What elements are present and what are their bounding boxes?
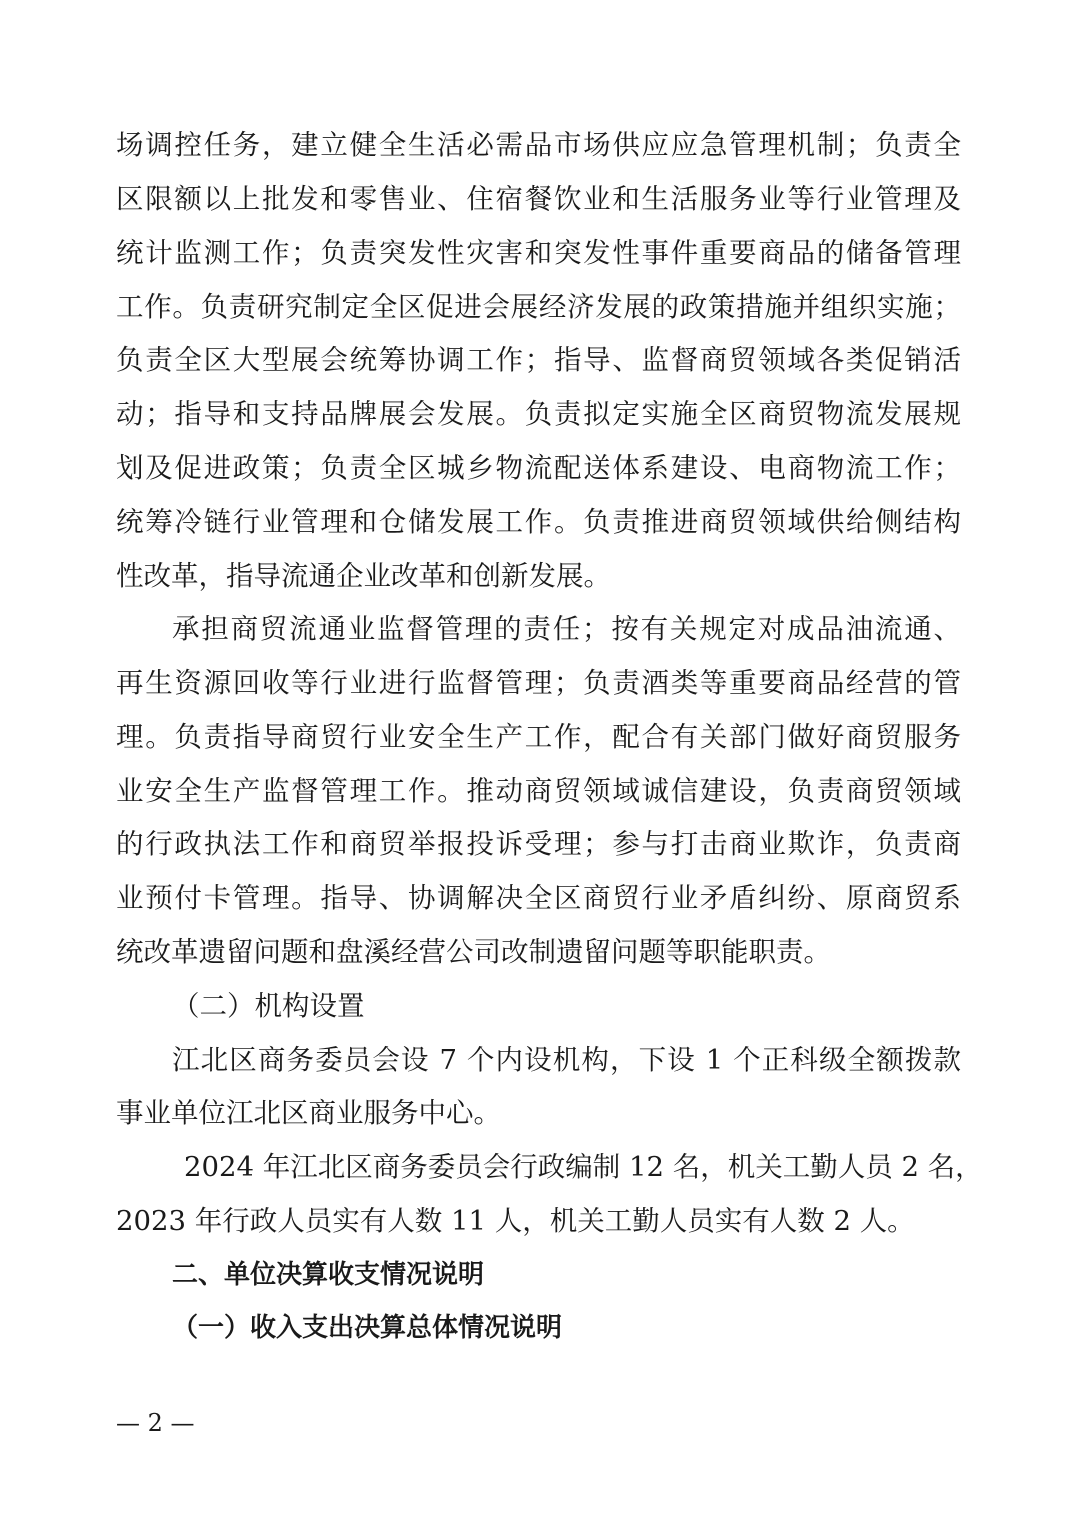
paragraph-line: 性改革，指导流通企业改革和创新发展。 — [116, 560, 611, 592]
page-number: — 2 — — [116, 1409, 195, 1437]
section-heading: （二）机构设置 — [172, 990, 365, 1022]
paragraph-line: 事业单位江北区商业服务中心。 — [116, 1097, 501, 1129]
paragraph-line: 再生资源回收等行业进行监督管理；负责酒类等重要商品经营的管 — [116, 667, 961, 699]
subsection-heading: （一）收入支出决算总体情况说明 — [172, 1313, 563, 1343]
paragraph-line: 承担商贸流通业监督管理的责任；按有关规定对成品油流通、 — [172, 613, 961, 645]
paragraph-line: 的行政执法工作和商贸举报投诉受理；参与打击商业欺诈，负责商 — [116, 828, 961, 860]
paragraph-line: 区限额以上批发和零售业、住宿餐饮业和生活服务业等行业管理及 — [116, 183, 961, 215]
paragraph-line: 江北区商务委员会设 7 个内设机构，下设 1 个正科级全额拨款 — [172, 1044, 961, 1076]
paragraph-line: 2024 年江北区商务委员会行政编制 12 名，机关工勤人员 2 名， — [184, 1151, 983, 1183]
paragraph-line: 业预付卡管理。指导、协调解决全区商贸行业矛盾纠纷、原商贸系 — [116, 882, 961, 914]
paragraph-line: 划及促进政策；负责全区城乡物流配送体系建设、电商物流工作； — [116, 452, 961, 484]
paragraph-line: 工作。负责研究制定全区促进会展经济发展的政策措施并组织实施； — [116, 291, 961, 323]
paragraph-line: 理。负责指导商贸行业安全生产工作，配合有关部门做好商贸服务 — [116, 721, 961, 753]
paragraph-line: 2023 年行政人员实有人数 11 人，机关工勤人员实有人数 2 人。 — [116, 1205, 915, 1237]
paragraph-line: 业安全生产监督管理工作。推动商贸领域诚信建设，负责商贸领域 — [116, 775, 961, 807]
paragraph-line: 统筹冷链行业管理和仓储发展工作。负责推进商贸领域供给侧结构 — [116, 506, 961, 538]
paragraph-line: 动；指导和支持品牌展会发展。负责拟定实施全区商贸物流发展规 — [116, 398, 961, 430]
paragraph-line: 场调控任务，建立健全生活必需品市场供应应急管理机制；负责全 — [116, 129, 961, 161]
paragraph-line: 负责全区大型展会统筹协调工作；指导、监督商贸领域各类促销活 — [116, 344, 961, 376]
section-heading: 二、单位决算收支情况说明 — [172, 1260, 485, 1290]
paragraph-line: 统计监测工作；负责突发性灾害和突发性事件重要商品的储备管理 — [116, 237, 961, 269]
paragraph-line: 统改革遗留问题和盘溪经营公司改制遗留问题等职能职责。 — [116, 936, 831, 968]
